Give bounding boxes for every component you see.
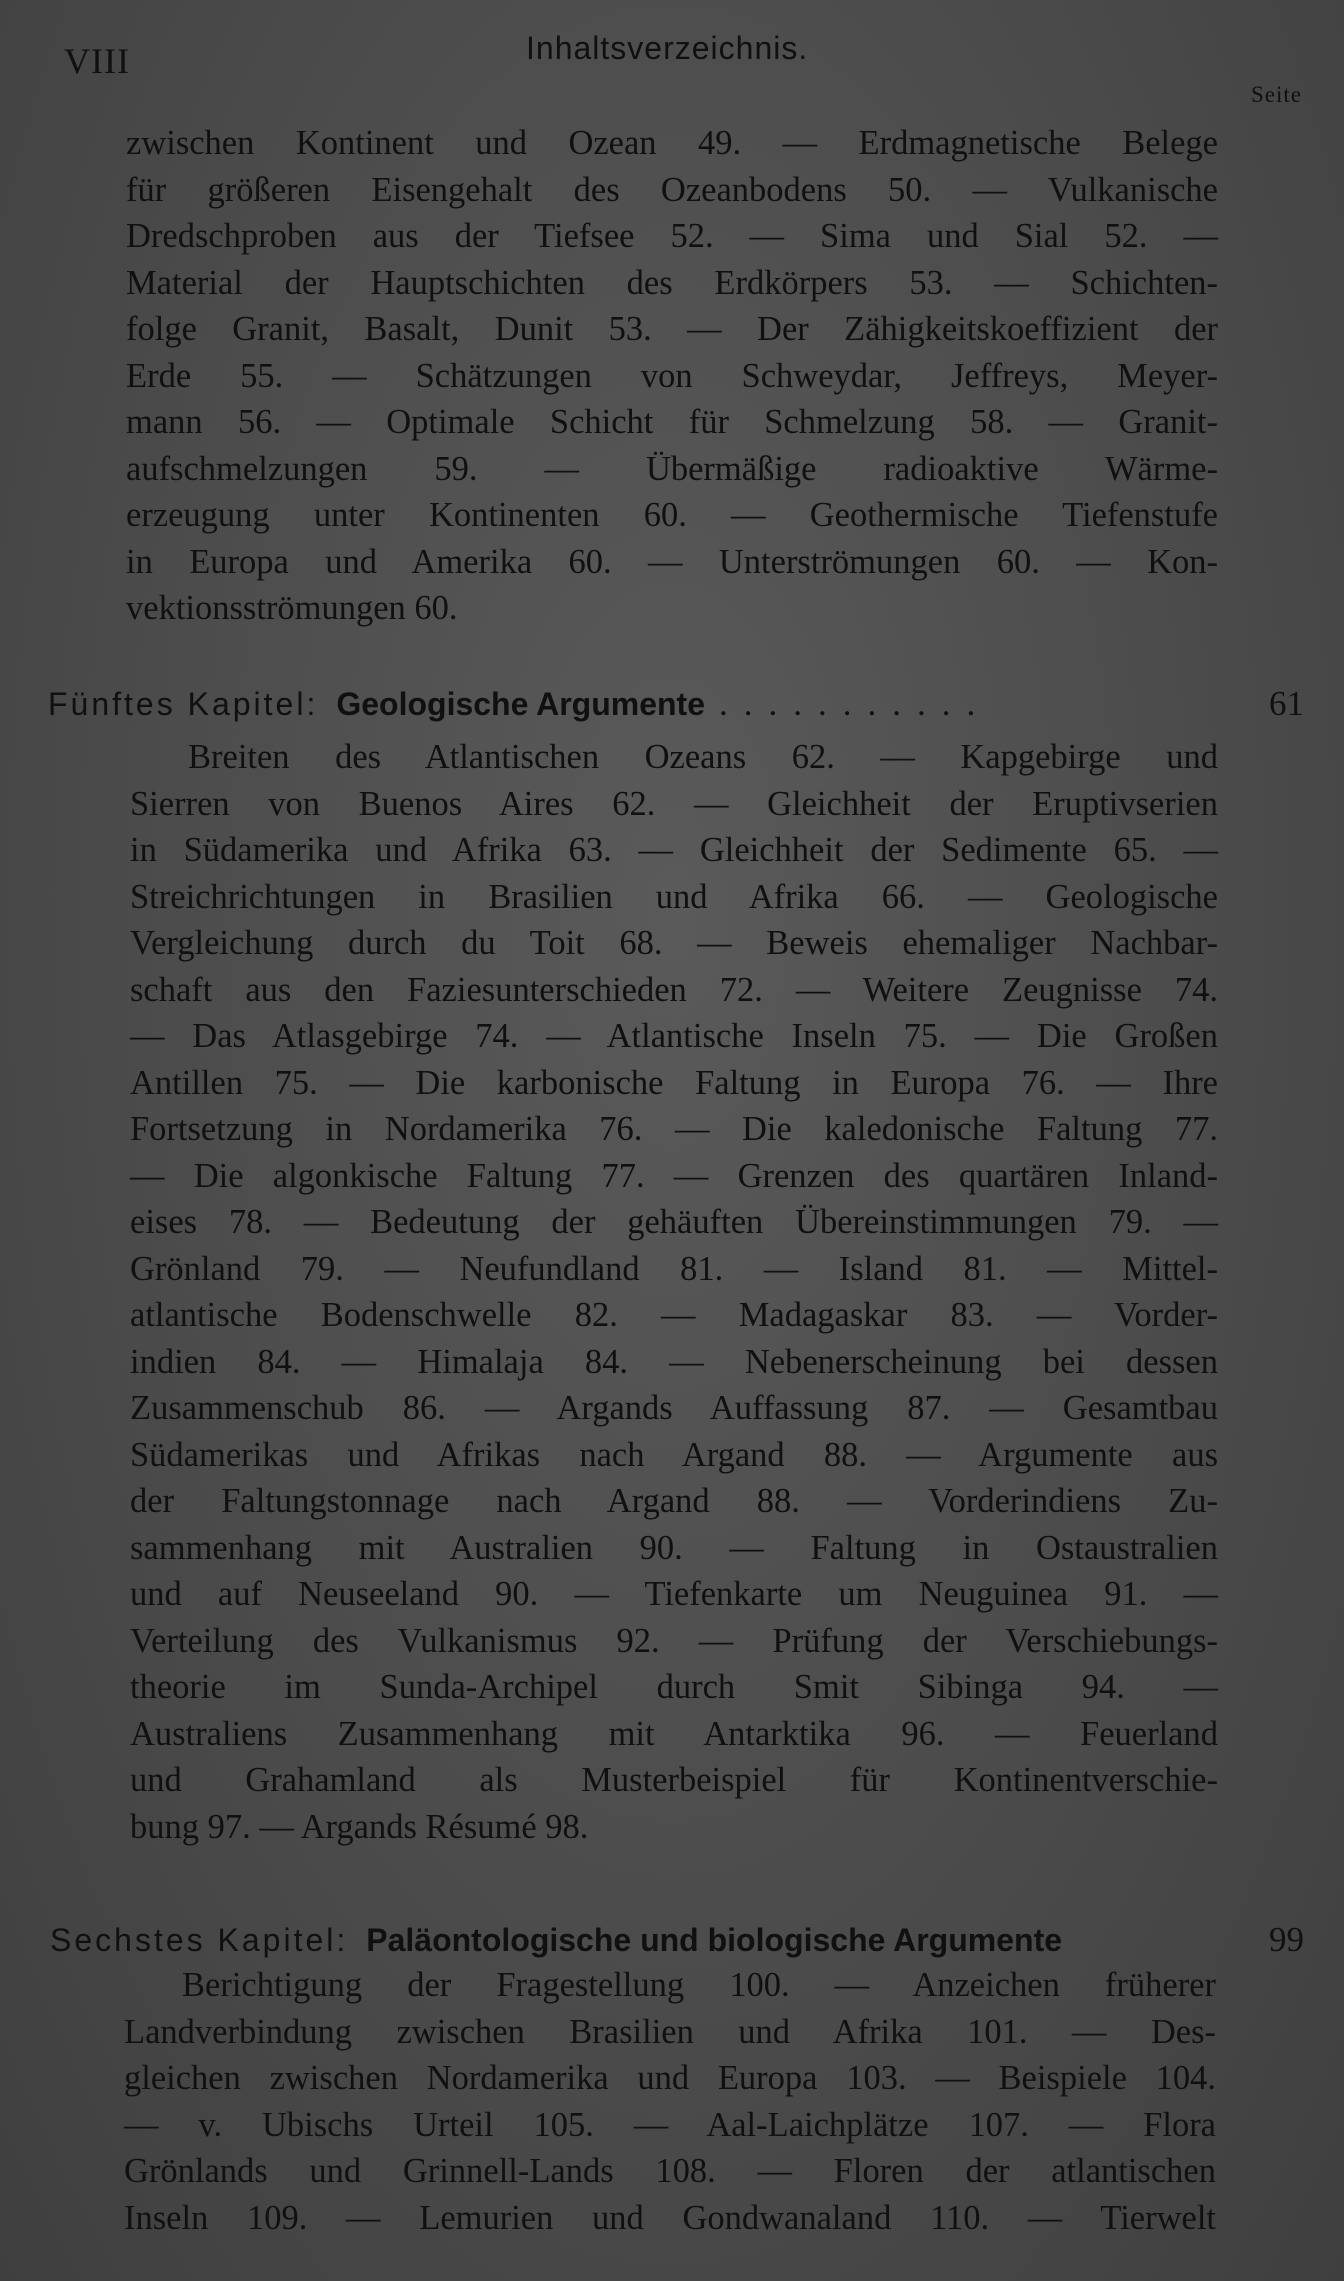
- chapter-5-heading: [48, 680, 1304, 728]
- text-line: Breiten des Atlantischen Ozeans 62. — Kapgebirge und: [188, 738, 1218, 776]
- text-line: erzeugung unter Kontinenten 60. — Geothermische Tiefenstufe: [126, 496, 1218, 534]
- text-line: in Südamerika und Afrika 63. — Gleichheit der Sedimente 65. —: [130, 831, 1218, 869]
- text-line: Material der Hauptschichten des Erdkörpers 53. — Schichten-: [126, 263, 1218, 302]
- text-line: Vergleichung durch du Toit 68. — Beweis ehemaliger Nachbar-: [130, 924, 1218, 962]
- running-title: Inhaltsverzeichnis.: [526, 30, 809, 66]
- text-line: gleichen zwischen Nordamerika und Europa 103. — Beispiele 104.: [124, 2059, 1216, 2097]
- text-line: schaft aus den Faziesunterschieden 72. — Weitere Zeugnisse 74.: [130, 970, 1218, 1009]
- running-head: [64, 30, 1280, 80]
- page-numeral: VIII: [64, 41, 130, 81]
- text-line: Fortsetzung in Nordamerika 76. — Die kaledonische Faltung 77.: [130, 1110, 1218, 1148]
- text-line: Erde 55. — Schätzungen von Schweydar, Jeffreys, Meyer-: [126, 356, 1218, 395]
- text-line: der Faltungstonnage nach Argand 88. — Vorderindiens Zu-: [130, 1482, 1218, 1520]
- text-line: indien 84. — Himalaja 84. — Nebenerscheinung bei dessen: [130, 1342, 1218, 1381]
- text-line: Landverbindung zwischen Brasilien und Afrika 101. — Des-: [124, 2012, 1216, 2051]
- text-line: aufschmelzungen 59. — Übermäßige radioaktive Wärme-: [126, 449, 1218, 488]
- chapter-title: Geologische Argumente: [336, 686, 705, 722]
- dot-leader: ...........: [719, 684, 992, 723]
- text-line: Verteilung des Vulkanismus 92. — Prüfung der Verschiebungs-: [130, 1621, 1218, 1660]
- chapter-5-entries: [130, 734, 1218, 1850]
- text-line: bung 97. — Argands Résumé 98.: [130, 1807, 589, 1846]
- text-line: und auf Neuseeland 90. — Tiefenkarte um Neuguinea 91. —: [130, 1575, 1218, 1613]
- text-line: folge Granit, Basalt, Dunit 53. — Der Zähigkeitskoeffizient der: [126, 310, 1218, 348]
- chapter-label: Sechstes Kapitel:: [50, 1922, 349, 1958]
- text-line: zwischen Kontinent und Ozean 49. — Erdmagnetische Belege: [126, 124, 1218, 162]
- chapter-page-number: 61: [1269, 684, 1304, 723]
- text-line: Dredschproben aus der Tiefsee 52. — Sima und Sial 52. —: [126, 217, 1218, 255]
- text-line: sammenhang mit Australien 90. — Faltung in Ostaustralien: [130, 1528, 1218, 1567]
- text-line: theorie im Sunda-Archipel durch Smit Sibinga 94. —: [130, 1668, 1218, 1706]
- text-line: Australiens Zusammenhang mit Antarktika 96. — Feuerland: [130, 1714, 1218, 1753]
- text-line: Sierren von Buenos Aires 62. — Gleichheit der Eruptivserien: [130, 784, 1218, 823]
- text-line: — Das Atlasgebirge 74. — Atlantische Inseln 75. — Die Großen: [130, 1017, 1218, 1055]
- text-line: — Die algonkische Faltung 77. — Grenzen des quartären Inland-: [130, 1156, 1218, 1195]
- text-line: Grönland 79. — Neufundland 81. — Island 81. — Mittel-: [130, 1249, 1218, 1288]
- text-line: atlantische Bodenschwelle 82. — Madagaskar 83. — Vorder-: [130, 1296, 1218, 1334]
- chapter-6-heading: [50, 1916, 1304, 1964]
- text-line: eises 78. — Bedeutung der gehäuften Übereinstimmungen 79. —: [130, 1203, 1218, 1241]
- text-line: Südamerikas und Afrikas nach Argand 88. — Argumente aus: [130, 1435, 1218, 1474]
- text-line: und Grahamland als Musterbeispiel für Kontinentverschie-: [130, 1761, 1218, 1799]
- continuation-entry: [126, 120, 1218, 632]
- seite-column-label: Seite: [1251, 82, 1302, 107]
- text-line: — v. Ubischs Urteil 105. — Aal-Laichplätze 107. — Flora: [124, 2105, 1216, 2144]
- text-line: Berichtigung der Fragestellung 100. — Anzeichen früherer: [182, 1966, 1216, 2004]
- text-line: Streichrichtungen in Brasilien und Afrika 66. — Geologische: [130, 877, 1218, 916]
- text-line: mann 56. — Optimale Schicht für Schmelzung 58. — Granit-: [126, 403, 1218, 441]
- text-line: vektionsströmungen 60.: [126, 589, 458, 627]
- text-line: Antillen 75. — Die karbonische Faltung in Europa 76. — Ihre: [130, 1063, 1218, 1102]
- chapter-label: Fünftes Kapitel:: [48, 686, 319, 722]
- text-line: für größeren Eisengehalt des Ozeanbodens 50. — Vulkanische: [126, 170, 1218, 209]
- text-line: in Europa und Amerika 60. — Unterströmungen 60. — Kon-: [126, 542, 1218, 581]
- text-line: Zusammenschub 86. — Argands Auffassung 87. — Gesamtbau: [130, 1389, 1218, 1427]
- chapter-6-entries: [124, 1962, 1216, 2241]
- chapter-page-number: 99: [1269, 1920, 1304, 1959]
- text-line: Inseln 109. — Lemurien und Gondwanaland 110. — Tierwelt: [124, 2198, 1216, 2237]
- text-line: Grönlands und Grinnell-Lands 108. — Floren der atlantischen: [124, 2152, 1216, 2190]
- chapter-title: Paläontologische und biologische Argumente: [366, 1922, 1063, 1958]
